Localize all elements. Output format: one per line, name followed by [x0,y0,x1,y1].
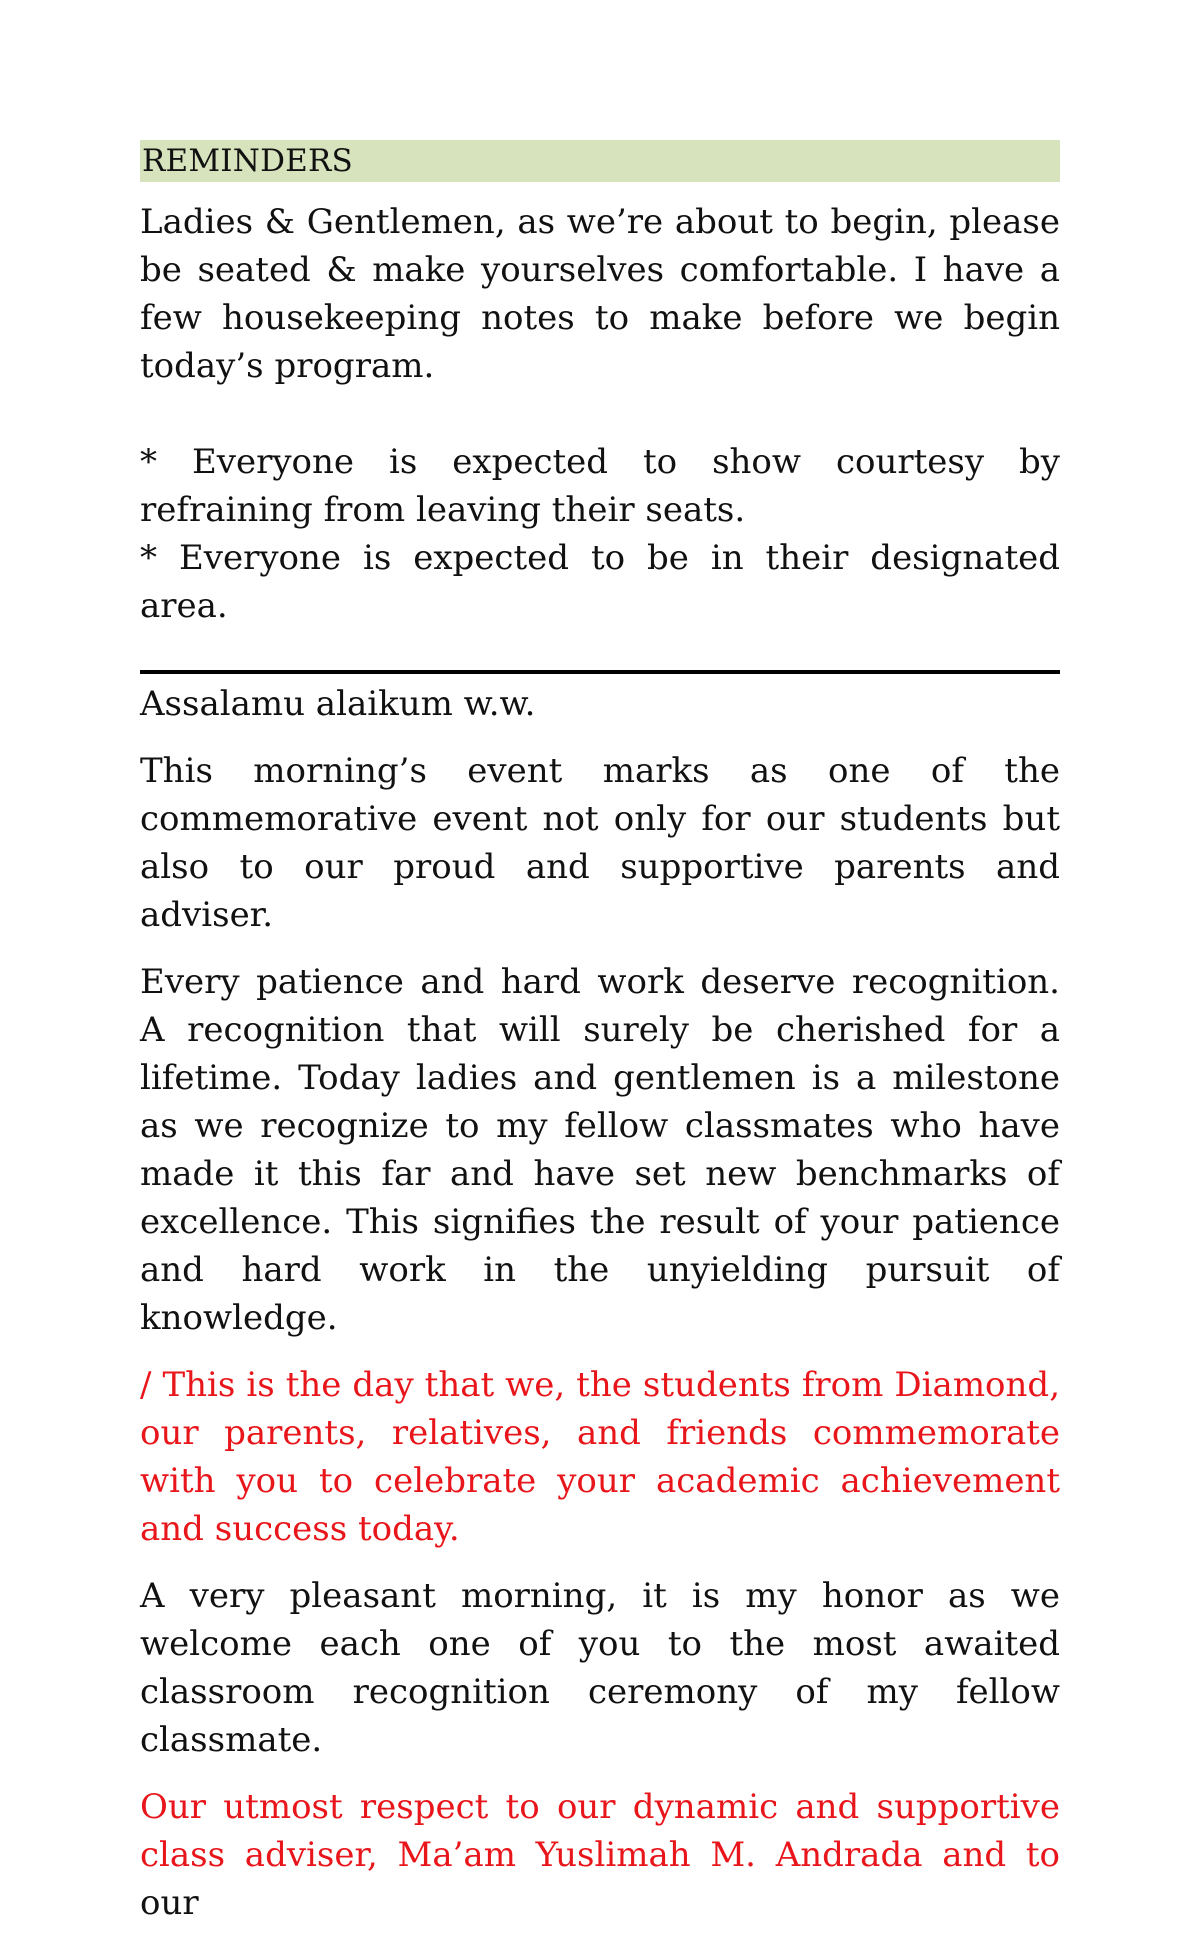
reminder-note-courtesy: * Everyone is expected to show courtesy by refraining from leaving their seats. [140,442,1060,530]
document-page [140,140,1060,1946]
reminder-note-area: * Everyone is expected to be in their designated area. [140,538,1060,626]
respect-tail: our [140,1883,199,1923]
speech-paragraph-commemorate: / This is the day that we, the students from Diamond, our parents, relatives, and friends commemorate with you to celebrate your academic achievement and success today. [140,1365,1060,1549]
speech-paragraph-recognition: Every patience and hard work deserve recognition. A recognition that will surely be cherished for a lifetime. Today ladies and gentlemen is a milestone as we recognize to my fellow classmates who have made it this far and have set new benchmarks of excellence. This signifies the result of your patience and hard work in the unyielding pursuit of knowledge. [140,962,1060,1338]
speech-paragraph-respect [140,1783,1060,1927]
reminders-intro: Ladies & Gentlemen, as we’re about to begin, please be seated & make yourselves comfortable. I have a few housekeeping notes to make before we begin today’s program. [140,202,1060,386]
speech-paragraph-event: This morning’s event marks as one of the commemorative event not only for our students but also to our proud and supportive parents and adviser. [140,751,1060,935]
speech-paragraph-welcome: A very pleasant morning, it is my honor as we welcome each one of you to the most awaited classroom recognition ceremony of my fellow classmate. [140,1576,1060,1760]
reminders-heading: REMINDERS [140,140,1060,182]
section-divider [140,670,1060,674]
greeting: Assalamu alaikum w.w. [140,684,536,724]
respect-highlight: Our utmost respect to our dynamic and supportive class adviser, Ma’am Yuslimah M. Andrada and to [140,1787,1060,1875]
